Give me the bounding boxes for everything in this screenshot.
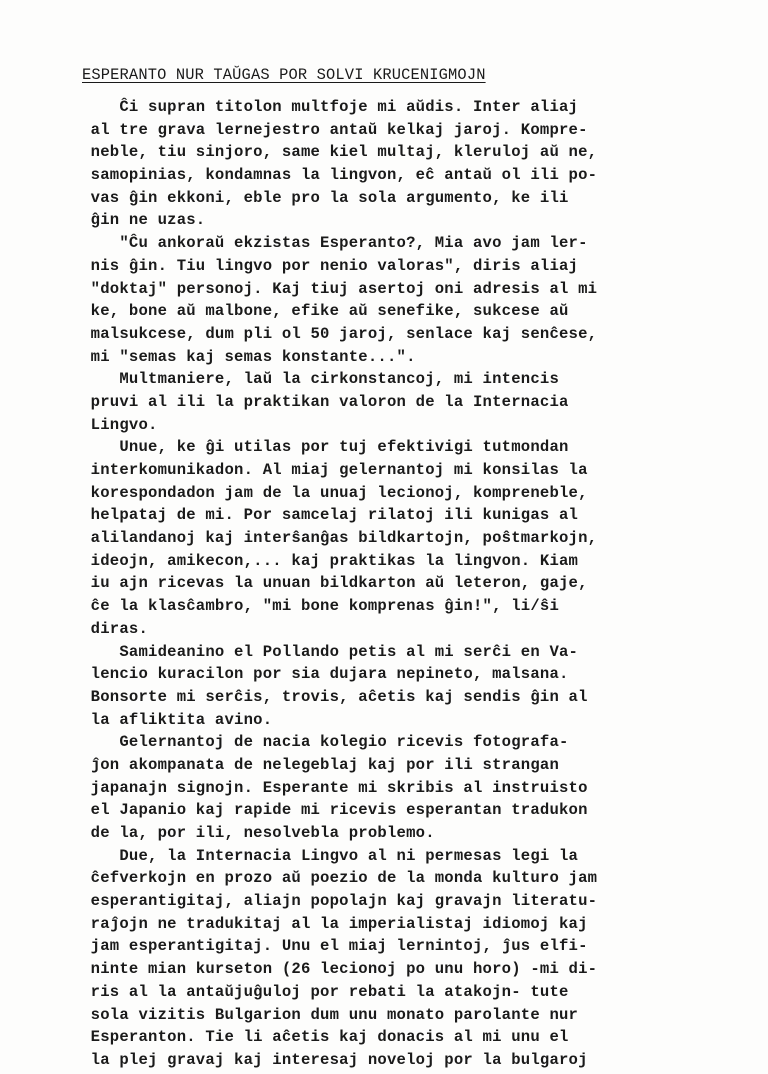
text-line: ĉefverkojn en prozo aŭ poezio de la monda kulturo jam (62, 869, 598, 888)
text-line: Esperanton. Tie li aĉetis kaj donacis al mi unu el (62, 1028, 569, 1047)
text-line: al tre grava lernejestro antaŭ kelkaj jaroj. Kompre- (62, 120, 588, 139)
text-line: diras. (62, 619, 149, 638)
text-line: Lingvo. (62, 415, 158, 434)
text-line: lencio kuracilon por sia dujara nepineto, malsana. (62, 665, 569, 684)
text-line: de la, por ili, nesolvebla problemo. (62, 824, 435, 842)
page-content (62, 64, 752, 1072)
document-body (62, 96, 752, 1072)
text-line: ke, bone aŭ malbone, efike aŭ senefike, sukcese aŭ (62, 302, 569, 321)
text-line: jam esperantigitaj. Unu el miaj lernintoj, ĵus elfi- (62, 937, 588, 956)
text-line: "doktaj" personoj. Kaj tiuj asertoj oni adresis al mi (62, 279, 598, 298)
text-line: Unue, ke ĝi utilas por tuj efektivigi tutmondan (62, 438, 569, 457)
text-line: neble, tiu sinjoro, same kiel multaj, kleruloj aŭ ne, (62, 143, 598, 162)
text-line: helpataj de mi. Por samcelaj rilatoj ili kunigas al (62, 506, 579, 525)
text-line: la afliktita avino. (62, 710, 273, 729)
text-line: ĉe la klasĉambro, "mi bone komprenas ĝin!", li/ŝi (62, 597, 560, 616)
text-line: malsukcese, dum pli ol 50 jaroj, senlace kaj senĉese, (62, 324, 598, 343)
text-line: pruvi al ili la praktikan valoron de la Internacia (62, 392, 569, 411)
text-line: ideojn, amikecon,... kaj praktikas la lingvon. Kiam (62, 551, 579, 570)
text-line: alilandanoj kaj interŝanĝas bildkartojn, poŝtmarkojn, (62, 529, 598, 548)
text-line: samopinias, kondamnas la lingvon, eĉ antaŭ ol ili po- (62, 166, 598, 185)
text-line: ris al la antaŭjuĝuloj por rebati la atakojn- tute (62, 982, 569, 1001)
text-line: "Ĉu ankoraŭ ekzistas Esperanto?, Mia avo jam ler- (62, 234, 588, 253)
text-line: Gelernantoj de nacia kolegio ricevis fotografa- (62, 733, 569, 752)
text-line: Samideanino el Pollando petis al mi serĉi en Va- (62, 642, 579, 661)
text-line: el Japanio kaj rapide mi ricevis esperantan tradukon (62, 801, 588, 820)
text-line: Due, la Internacia Lingvo al ni permesas legi la (62, 846, 579, 865)
text-line: Bonsorte mi serĉis, trovis, aĉetis kaj sendis ĝin al (62, 687, 588, 706)
text-line: ĝin ne uzas. (62, 211, 206, 230)
text-line: sola vizitis Bulgarion dum unu monato parolante nur (62, 1005, 579, 1024)
text-line: raĵojn ne tradukitaj al la imperialistaj idiomoj kaj (62, 914, 588, 933)
document-title: ESPERANTO NUR TAŬGAS POR SOLVI KRUCENIGMOJN (82, 66, 486, 84)
text-line: korespondadon jam de la unuaj lecionoj, kompreneble, (62, 483, 588, 502)
text-line: japanajn signojn. Esperante mi skribis al instruisto (62, 778, 588, 797)
text-line: ĵon akompanata de nelegeblaj kaj por ili strangan (62, 755, 560, 774)
text-line: esperantigitaj, aliajn popolajn kaj gravajn literatu- (62, 892, 598, 911)
text-line: iu ajn ricevas la unuan bildkarton aŭ leteron, gaje, (62, 574, 588, 593)
text-line: interkomunikadon. Al miaj gelernantoj mi konsilas la (62, 461, 588, 479)
text-line: ninte mian kurseton (26 lecionoj po unu horo) -mi di- (62, 960, 598, 979)
text-line: vas ĝin ekkoni, eble pro la sola argumento, ke ili (62, 188, 569, 207)
text-line: Ĉi supran titolon multfoje mi aŭdis. Inter aliaj (62, 98, 579, 116)
text-line: nis ĝin. Tiu lingvo por nenio valoras", diris aliaj (62, 256, 579, 275)
text-line: Multmaniere, laŭ la cirkonstancoj, mi intencis (62, 370, 560, 389)
text-line: la plej gravaj kaj interesaj noveloj por la bulgaroj (62, 1050, 588, 1069)
text-line: mi "semas kaj semas konstante...". (62, 347, 416, 366)
